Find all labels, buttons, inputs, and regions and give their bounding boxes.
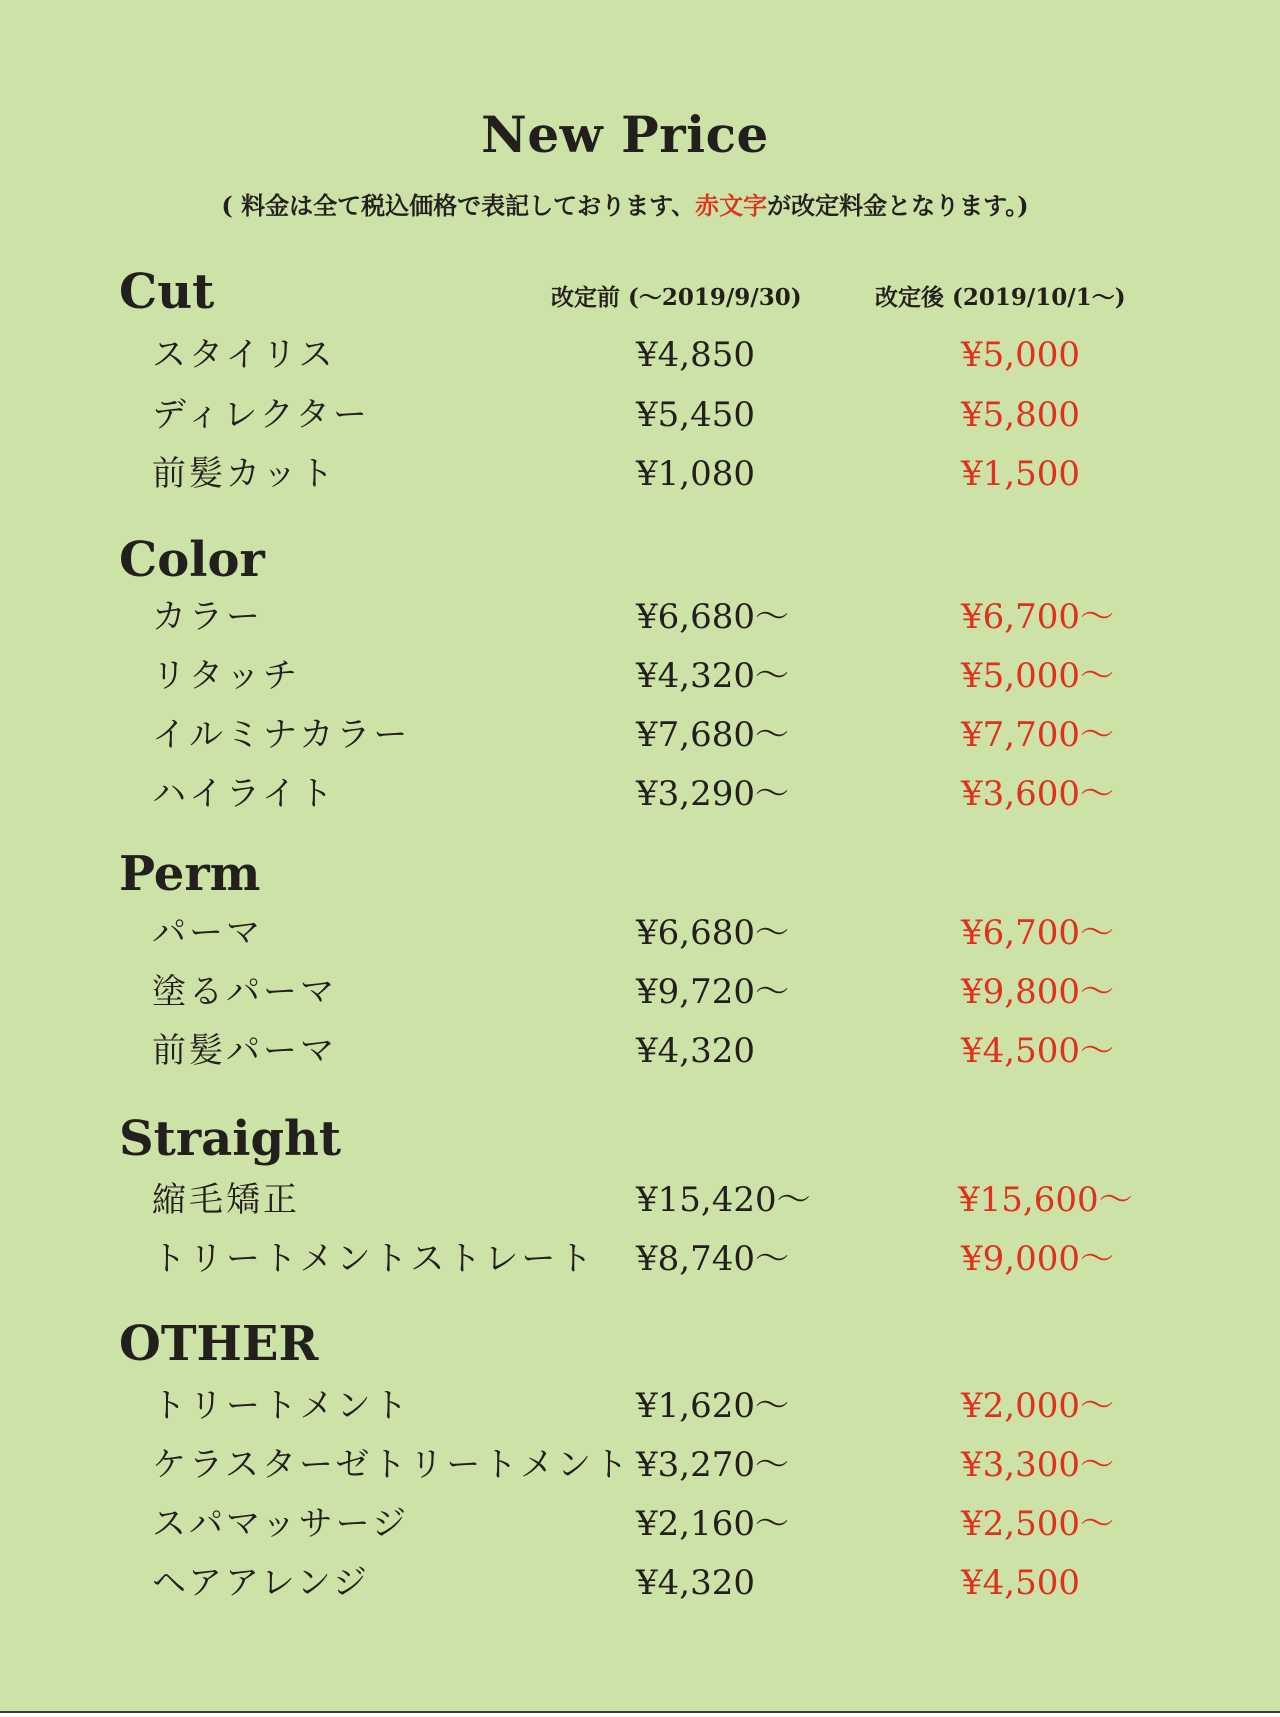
old-price: ¥7,680〜 — [636, 715, 789, 755]
column-header-after: 改定後 (2019/10/1〜) — [875, 284, 1126, 311]
section-title-straight: Straight — [119, 1111, 342, 1167]
menu-name: 前髪カット — [152, 454, 337, 494]
menu-name: カラー — [152, 597, 263, 637]
old-price: ¥6,680〜 — [636, 913, 789, 953]
menu-name: トリートメントストレート — [152, 1239, 596, 1279]
menu-name: スタイリス — [152, 335, 336, 375]
price-row — [0, 908, 1280, 958]
new-price: ¥6,700〜 — [961, 597, 1114, 637]
old-price: ¥4,850 — [636, 335, 755, 375]
old-price: ¥2,160〜 — [636, 1504, 789, 1544]
menu-name: ハイライト — [152, 774, 336, 814]
old-price: ¥9,720〜 — [636, 972, 789, 1012]
tax-note-highlight: 赤文字 — [695, 191, 768, 220]
price-row — [0, 1381, 1280, 1431]
old-price: ¥3,290〜 — [636, 774, 789, 814]
price-row — [0, 1234, 1280, 1284]
new-price: ¥5,000 — [961, 335, 1080, 375]
new-price: ¥7,700〜 — [961, 715, 1114, 755]
price-row — [0, 390, 1280, 440]
new-price: ¥9,000〜 — [961, 1239, 1114, 1279]
price-row — [0, 1026, 1280, 1076]
new-price: ¥9,800〜 — [961, 972, 1114, 1012]
old-price: ¥4,320 — [636, 1563, 755, 1603]
menu-name: リタッチ — [152, 656, 300, 696]
tax-note — [0, 188, 1250, 224]
old-price: ¥15,420〜 — [636, 1180, 811, 1220]
menu-name: ヘアアレンジ — [152, 1563, 370, 1603]
section-title-other: OTHER — [119, 1316, 319, 1372]
menu-name: スパマッサージ — [152, 1504, 409, 1544]
new-price: ¥5,800 — [961, 395, 1080, 435]
menu-name: ディレクター — [152, 395, 370, 435]
new-price: ¥5,000〜 — [961, 656, 1114, 696]
menu-name: ケラスターゼトリートメント — [152, 1445, 631, 1485]
new-price: ¥2,500〜 — [961, 1504, 1114, 1544]
column-header-before: 改定前 (〜2019/9/30) — [551, 284, 802, 311]
new-price: ¥3,600〜 — [961, 774, 1114, 814]
section-title-color: Color — [119, 532, 265, 588]
old-price: ¥3,270〜 — [636, 1445, 789, 1485]
menu-name: 塗るパーマ — [152, 972, 337, 1012]
menu-name: イルミナカラー — [152, 715, 411, 755]
page-title: New Price — [481, 105, 769, 164]
old-price: ¥6,680〜 — [636, 597, 789, 637]
price-row — [0, 1558, 1280, 1608]
menu-name: トリートメント — [152, 1386, 411, 1426]
price-row — [0, 1440, 1280, 1490]
new-price: ¥3,300〜 — [961, 1445, 1114, 1485]
new-price: ¥4,500 — [961, 1563, 1080, 1603]
old-price: ¥4,320 — [636, 1031, 755, 1071]
price-row — [0, 1499, 1280, 1549]
new-price: ¥6,700〜 — [961, 913, 1114, 953]
old-price: ¥4,320〜 — [636, 656, 789, 696]
old-price: ¥1,620〜 — [636, 1386, 789, 1426]
menu-name: 縮毛矯正 — [152, 1180, 300, 1220]
tax-note-text-end: が改定料金となります。) — [767, 191, 1029, 220]
tax-note-text: ( 料金は全て税込価格で表記しております、 — [221, 191, 696, 220]
menu-name: 前髪パーマ — [152, 1031, 337, 1071]
price-row — [0, 710, 1280, 760]
new-price: ¥4,500〜 — [961, 1031, 1114, 1071]
old-price: ¥1,080 — [636, 454, 755, 494]
old-price: ¥8,740〜 — [636, 1239, 789, 1279]
price-row — [0, 330, 1280, 380]
bottom-divider — [0, 1711, 1280, 1713]
price-row — [0, 967, 1280, 1017]
old-price: ¥5,450 — [636, 395, 755, 435]
new-price: ¥15,600〜 — [958, 1180, 1133, 1220]
price-row — [0, 769, 1280, 819]
menu-name: パーマ — [152, 913, 263, 953]
price-row — [0, 651, 1280, 701]
price-row — [0, 592, 1280, 642]
section-title-cut: Cut — [119, 264, 215, 320]
new-price: ¥1,500 — [961, 454, 1080, 494]
price-row — [0, 449, 1280, 499]
section-title-perm: Perm — [119, 846, 261, 902]
price-row — [0, 1175, 1280, 1225]
new-price: ¥2,000〜 — [961, 1386, 1114, 1426]
